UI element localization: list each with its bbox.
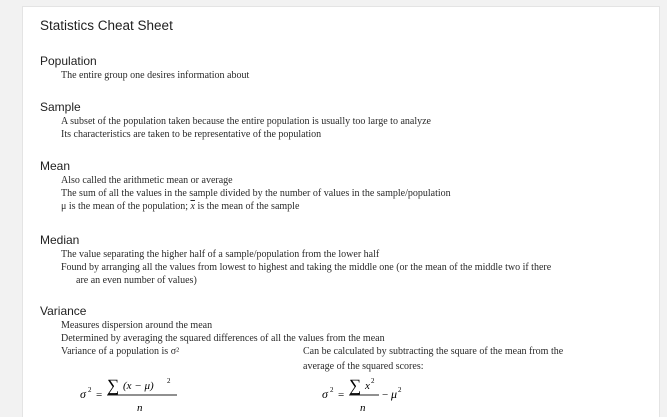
xbar-definition: is the mean of the sample [197,201,300,212]
page-title: Statistics Cheat Sheet [40,18,173,33]
heading-median: Median [40,233,80,247]
formula-left-numerator: (x − μ) [123,380,154,392]
formula-left-lhs: σ [80,387,86,401]
population-line-1: The entire group one desires information about [61,70,250,81]
median-line-3: are an even number of values) [76,275,197,286]
formula-right-num-exp: 2 [371,377,375,385]
variance-right-line-2: average of the squared scores: [303,361,424,372]
heading-variance: Variance [40,304,87,318]
cheat-sheet-page [22,6,660,417]
formula-left-num-exp: 2 [167,377,171,385]
formula-right-sum: ∑ [349,376,362,395]
formula-left-sum: ∑ [107,376,120,395]
formula-right-lhs-exp: 2 [330,386,334,394]
formula-right-mu-exp: 2 [398,386,402,394]
formula-left-lhs-exp: 2 [88,386,92,394]
median-line-2: Found by arranging all the values from lowest to highest and taking the middle one (or the mean of the middle two if there [61,262,552,273]
variance-right-line-1: Can be calculated by subtracting the square of the mean from the [303,346,564,357]
mean-symbols-line [61,201,299,212]
computational-variance-formula [315,373,425,415]
formula-right-minus: − [382,389,389,401]
formula-right-equals: = [338,389,345,401]
formula-right-mu: μ [391,387,398,401]
mu-definition: μ is the mean of the population; [61,201,189,212]
xbar-symbol: $\overline{x}$ [190,201,195,212]
population-variance-formula [73,373,193,415]
sample-line-2: Its characteristics are taken to be representative of the population [61,129,322,140]
heading-population: Population [40,54,97,68]
heading-mean: Mean [40,159,71,173]
sample-line-1: A subset of the population taken because the entire population is usually too large to analyze [61,116,431,127]
heading-sample: Sample [40,100,81,114]
formula-left-equals: = [96,389,103,401]
formula-right-lhs: σ [322,387,328,401]
formula-right-numerator: x [365,380,370,392]
variance-line-2: Determined by averaging the squared differences of all the values from the mean [61,333,385,344]
median-line-1: The value separating the higher half of a sample/population from the lower half [61,249,380,260]
mean-line-1: Also called the arithmetic mean or average [61,175,233,186]
formula-left-denominator: n [137,402,143,414]
mean-line-2: The sum of all the values in the sample divided by the number of values in the sample/population [61,188,451,199]
variance-line-3: Variance of a population is σ² [61,346,180,357]
variance-line-1: Measures dispersion around the mean [61,320,213,331]
formula-right-denominator: n [360,402,366,414]
